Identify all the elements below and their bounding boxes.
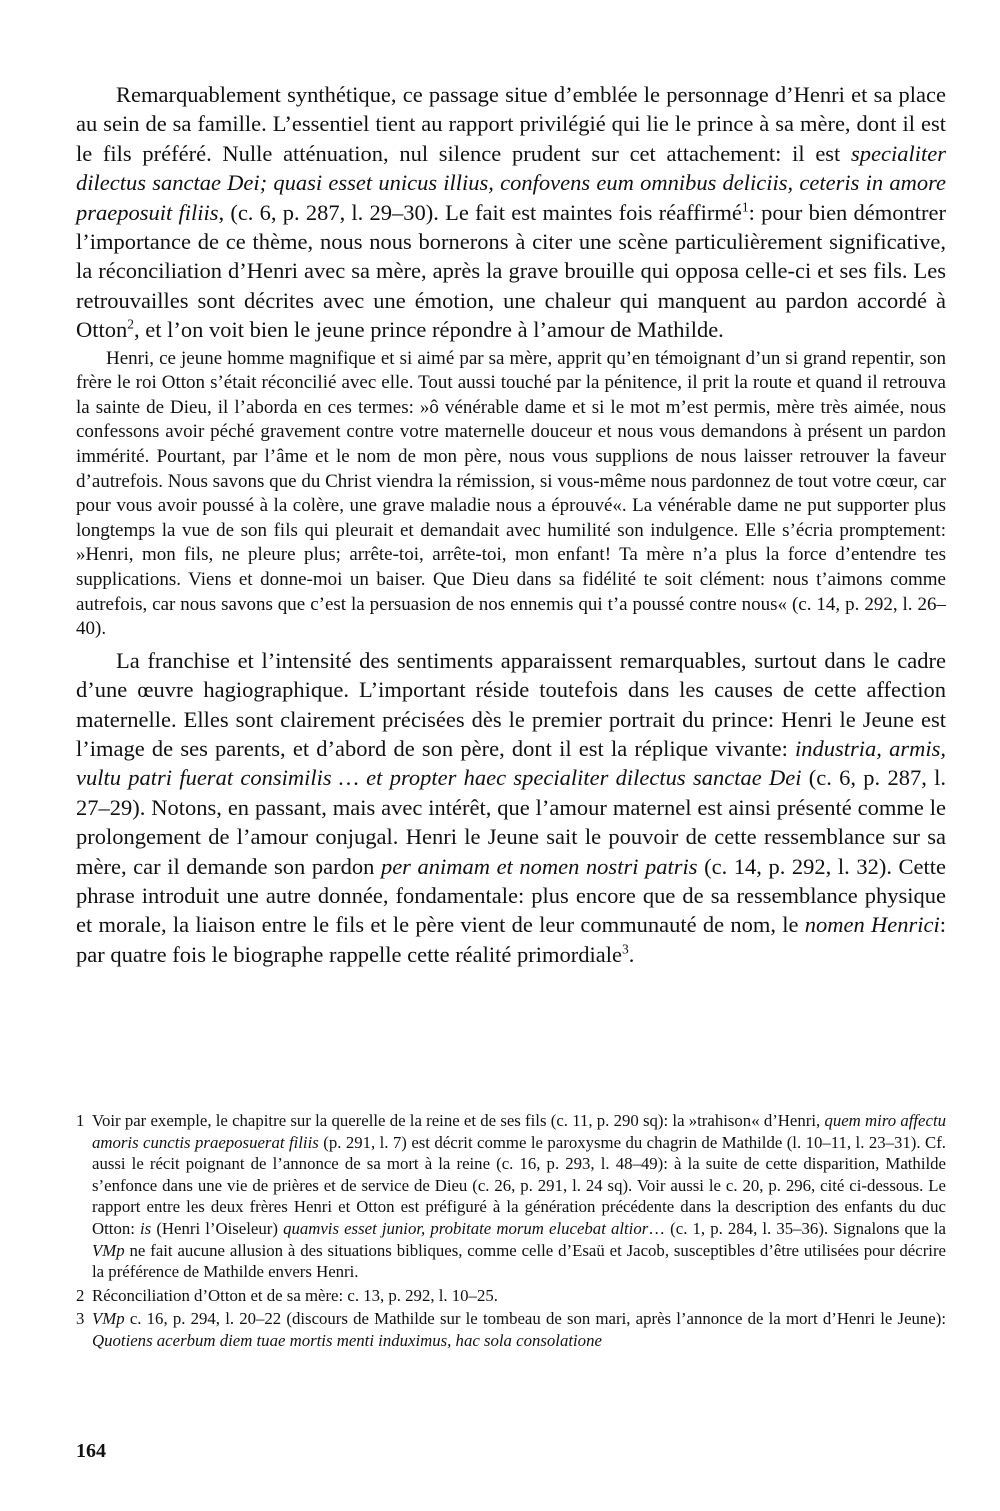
page-number: 164 xyxy=(76,1440,106,1462)
footnote xyxy=(76,1285,946,1307)
latin-citation: per animam et nomen nostri patris xyxy=(380,853,698,879)
text-run: Remarquablement synthétique, ce passage situe d’emblée le personnage d’Henri et sa place au sein de sa famille. L’essentiel tient au rapport privilégié qui lie le prince à sa mère, dont il est le fils préféré. Nulle atténuation, nul silence prudent sur cet attachement: il est xyxy=(76,82,946,166)
footnote xyxy=(76,1308,946,1351)
footnote xyxy=(76,1110,946,1283)
footnote-reference: 2 xyxy=(127,316,135,332)
footnote-reference: 1 xyxy=(741,199,749,215)
text-run: . xyxy=(628,941,635,967)
footnote-reference: 3 xyxy=(622,941,629,957)
text-run: ne fait aucune allusion à des situations bibliques, comme celle d’Esaü et Jacob, susceptibles d’être utilisées pour décrire la préférence de Mathilde envers Henri. xyxy=(92,1240,946,1282)
latin-citation: Quotiens acerbum diem tuae mortis menti induximus, hac sola consolatione xyxy=(92,1330,602,1350)
footnote-text xyxy=(92,1285,946,1307)
text-run: , et l’on voit bien le jeune prince répondre à l’amour de Mathilde. xyxy=(134,317,724,343)
footnote-number: 3 xyxy=(76,1309,85,1329)
quotation-block xyxy=(76,347,946,642)
text-run: (Henri l’Oiseleur) xyxy=(151,1218,284,1238)
footnotes xyxy=(76,1110,946,1354)
text-run: c. 16, p. 294, l. 20–22 (discours de Mathilde sur le tombeau de son mari, après l’annonce de la mort d’Henri le Jeune): xyxy=(124,1309,946,1329)
text-run: Réconciliation d’Otton et de sa mère: c. 13, p. 292, l. 10–25. xyxy=(92,1285,498,1305)
latin-citation: quem miro affectu amoris cunctis praeposuerat filiis xyxy=(92,1111,947,1152)
text-run: Henri, ce jeune homme magnifique et si aimé par sa mère, apprit qu’en témoignant d’un si grand repentir, son frère le roi Otton s’était réconcilié avec elle. Tout aussi touché par la pénitence, il prit la route et quand il retrouva la sainte de Dieu, il l’aborda en ces termes: »ô vénérable dame et si le mot m’est permis, mère très aimée, nous confessons avoir péché gravement contre votre maternelle douceur et nous vous demandons à présent un pardon immérité. Pourtant, par l’âme et le nom de mon père, nous vous supplions de nous laisser retrouver la faveur d’autrefois. Nous savons que du Christ viendra la rémission, si vous-même nous pardonnez de tout votre cœur, car pour vous avoir poussé à la colère, une grave maladie nous a éprouvé«. La vénérable dame ne put supporter plus longtemps la vue de son fils qui pleurait et demandait avec humilité son indulgence. Elle s’écria promptement: »Henri, mon fils, ne pleure plus; arrête-toi, arrête-toi, mon enfant! Ta mère n’a plus la force d’entendre tes supplications. Viens et donne-moi un baiser. Que Dieu dans sa fidélité te soit clément: nous t’aimons comme autrefois, car nous savons que c’est la persuasion de nos ennemis qui t’a poussé contre nous« (c. 14, p. 292, l. 26–40). xyxy=(76,347,946,640)
footnote-number: 1 xyxy=(76,1111,85,1130)
text-run: : pour bien démontrer l’importance de ce thème, nous nous bornerons à citer une scène particulièrement significative, la réconciliation d’Henri avec sa mère, après la grave brouille qui opposa celle-ci et ses fils. Les retrouvailles sont décrites avec une émotion, une chaleur qui manquent au pardon accordé à Otton xyxy=(76,199,946,343)
text-run: (c. 6, p. 287, l. 27–29). Notons, en passant, mais avec intérêt, que l’amour maternel est ainsi présenté comme le prolongement de l’amour conjugal. Henri le Jeune sait le pouvoir de cette ressemblance sur sa mère, car il demande son pardon xyxy=(76,765,946,879)
text-run: , (c. 6, p. 287, l. 29–30). Le fait est maintes fois réaffirmé xyxy=(218,199,742,225)
latin-citation: is xyxy=(140,1218,152,1238)
latin-citation: nomen Henrici xyxy=(804,912,940,938)
footnote-text xyxy=(92,1110,946,1283)
text-run: … (c. 1, p. 284, l. 35–36). Signalons que la xyxy=(648,1218,946,1238)
footnote-number: 2 xyxy=(76,1285,85,1305)
latin-citation: industria, armis, vultu patri fuerat consimilis … et propter haec specialiter dilectus sanctae Dei xyxy=(76,736,946,791)
latin-citation: quamvis esset junior, probitate morum elucebat altior xyxy=(283,1218,649,1238)
text-run: : par quatre fois le biographe rappelle cette réalité primordiale xyxy=(76,912,946,967)
footnote-text xyxy=(92,1308,946,1351)
text-run: La franchise et l’intensité des sentiments apparaissent remarquables, surtout dans le cadre d’une œuvre hagiographique. L’important réside toutefois dans les causes de cette affection maternelle. Elles sont clairement précisées dès le premier portrait du prince: Henri le Jeune est l’image de ses parents, et d’abord de son père, dont il est la réplique vivante: xyxy=(76,647,946,761)
text-run: (p. 291, l. 7) est décrit comme le paroxysme du chagrin de Mathilde (l. 10–11, l. 23–31). Cf. aussi le récit poignant de l’annonce de sa mort à la reine (c. 16, p. 293, l. 48–49): à la suite de cette disparition, Mathilde s’enfonce dans une vie de prières et de service de Dieu (c. 26, p. 291, l. 24 sq). Voir aussi le c. 20, p. 296, cité ci-dessous. Le rapport entre les deux frères Henri et Otton est préfiguré à la génération précédente dans la description des enfants du duc Otton: xyxy=(92,1132,946,1238)
latin-citation: specialiter dilectus sanctae Dei; quasi esset unicus illius, confovens eum omnibus deliciis, ceteris in amore praeposuit filiis xyxy=(76,140,946,225)
text-run: Voir par exemple, le chapitre sur la querelle de la reine et de ses fils (c. 11, p. 290 sq): la »trahison« d’Henri, xyxy=(92,1111,825,1130)
latin-citation: VMp xyxy=(92,1309,125,1329)
text-run: (c. 14, p. 292, l. 32). Cette phrase introduit une autre donnée, fondamentale: plus encore que de sa ressemblance physique et morale, la liaison entre le fils et le père vient de leur communauté de nom, le xyxy=(76,853,946,938)
body-paragraph-2 xyxy=(76,646,946,969)
main-text xyxy=(76,80,946,969)
body-paragraph-1 xyxy=(76,80,946,345)
latin-citation: VMp xyxy=(92,1240,125,1260)
